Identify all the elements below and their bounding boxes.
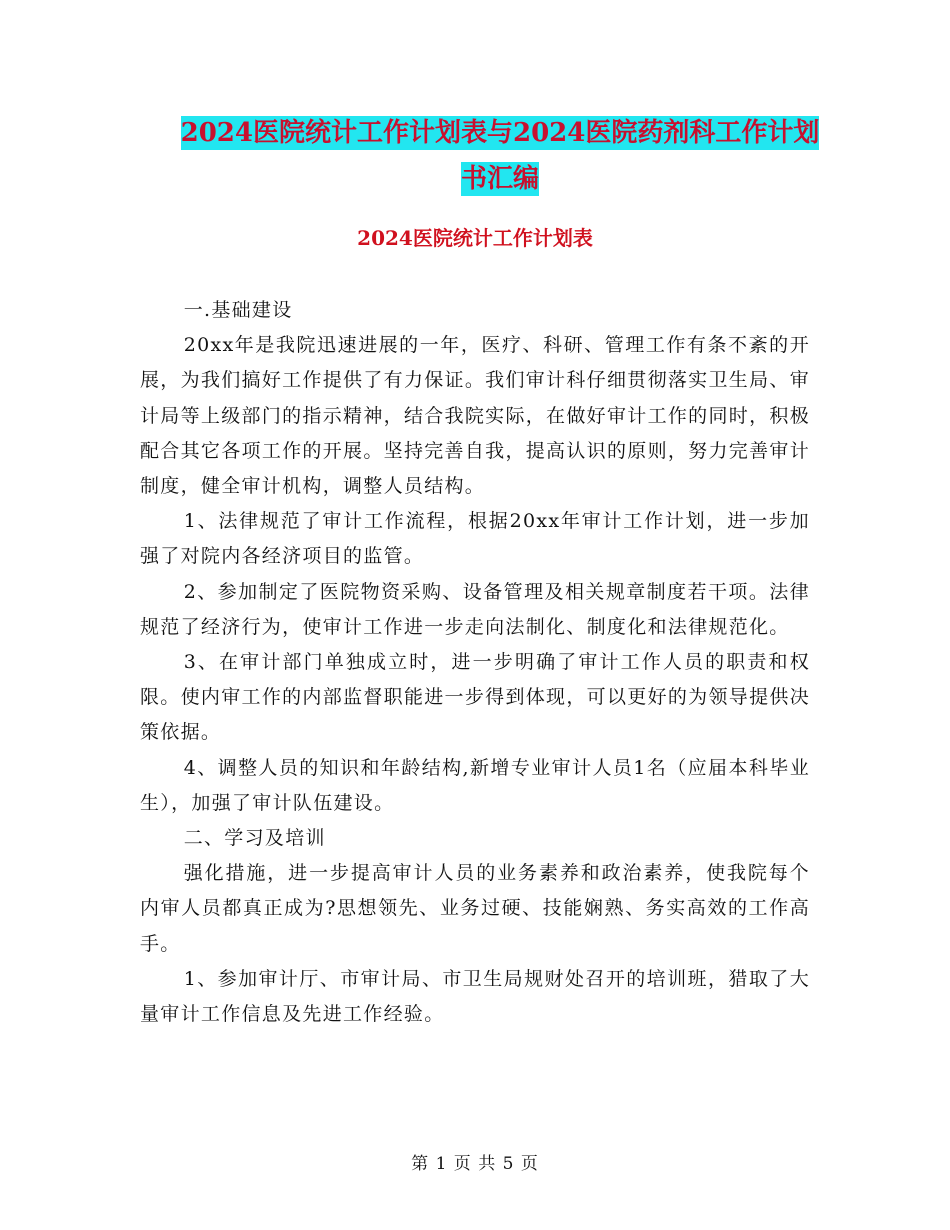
- title-line-2: 书汇编: [460, 164, 539, 194]
- section-title: 2024医院统计工作计划表: [357, 226, 593, 250]
- list-item: 1、法律规范了审计工作流程，根据20xx年审计工作计划，进一步加强了对院内各经济项目的监管。: [140, 510, 810, 568]
- list-item: 2、参加制定了医院物资采购、设备管理及相关规章制度若干项。法律规范了经济行为，使审计工作进一步走向法制化、制度化和法律规范化。: [140, 580, 810, 638]
- body-paragraph: 强化措施，进一步提高审计人员的业务素养和政治素养，使我院每个内审人员都真正成为?思想领先、业务过硬、技能娴熟、务实高效的工作高手。: [140, 862, 810, 955]
- page-footer: 第 1 页 共 5 页: [411, 1154, 539, 1174]
- heading-basic-construction: 一.基础建设: [183, 299, 293, 321]
- list-item: 1、参加审计厅、市审计局、市卫生局规财处召开的培训班，猎取了大量审计工作信息及先进工作经验。: [140, 967, 810, 1026]
- heading-study-training: 二、学习及培训: [183, 827, 326, 850]
- list-item: 4、调整人员的知识和年龄结构,新增专业审计人员1名（应届本科毕业生），加强了审计队伍建设。: [140, 756, 810, 814]
- body-paragraph: 20xx年是我院迅速进展的一年，医疗、科研、管理工作有条不紊的开展，为我们搞好工作提供了有力保证。我们审计科仔细贯彻落实卫生局、审计局等上级部门的指示精神，结合我院实际，在做好审计工作的同时，积极配合其它各项工作的开展。坚持完善自我，提高认识的原则，努力完善审计制度，健全审计机构，调整人员结构。: [140, 334, 810, 498]
- title-line-1: 2024医院统计工作计划表与2024医院药剂科工作计划: [180, 118, 820, 148]
- list-item: 3、在审计部门单独成立时，进一步明确了审计工作人员的职责和权限。使内审工作的内部监督职能进一步得到体现，可以更好的为领导提供决策依据。: [140, 651, 810, 744]
- document-body: [140, 293, 810, 1032]
- document-title: [140, 110, 860, 202]
